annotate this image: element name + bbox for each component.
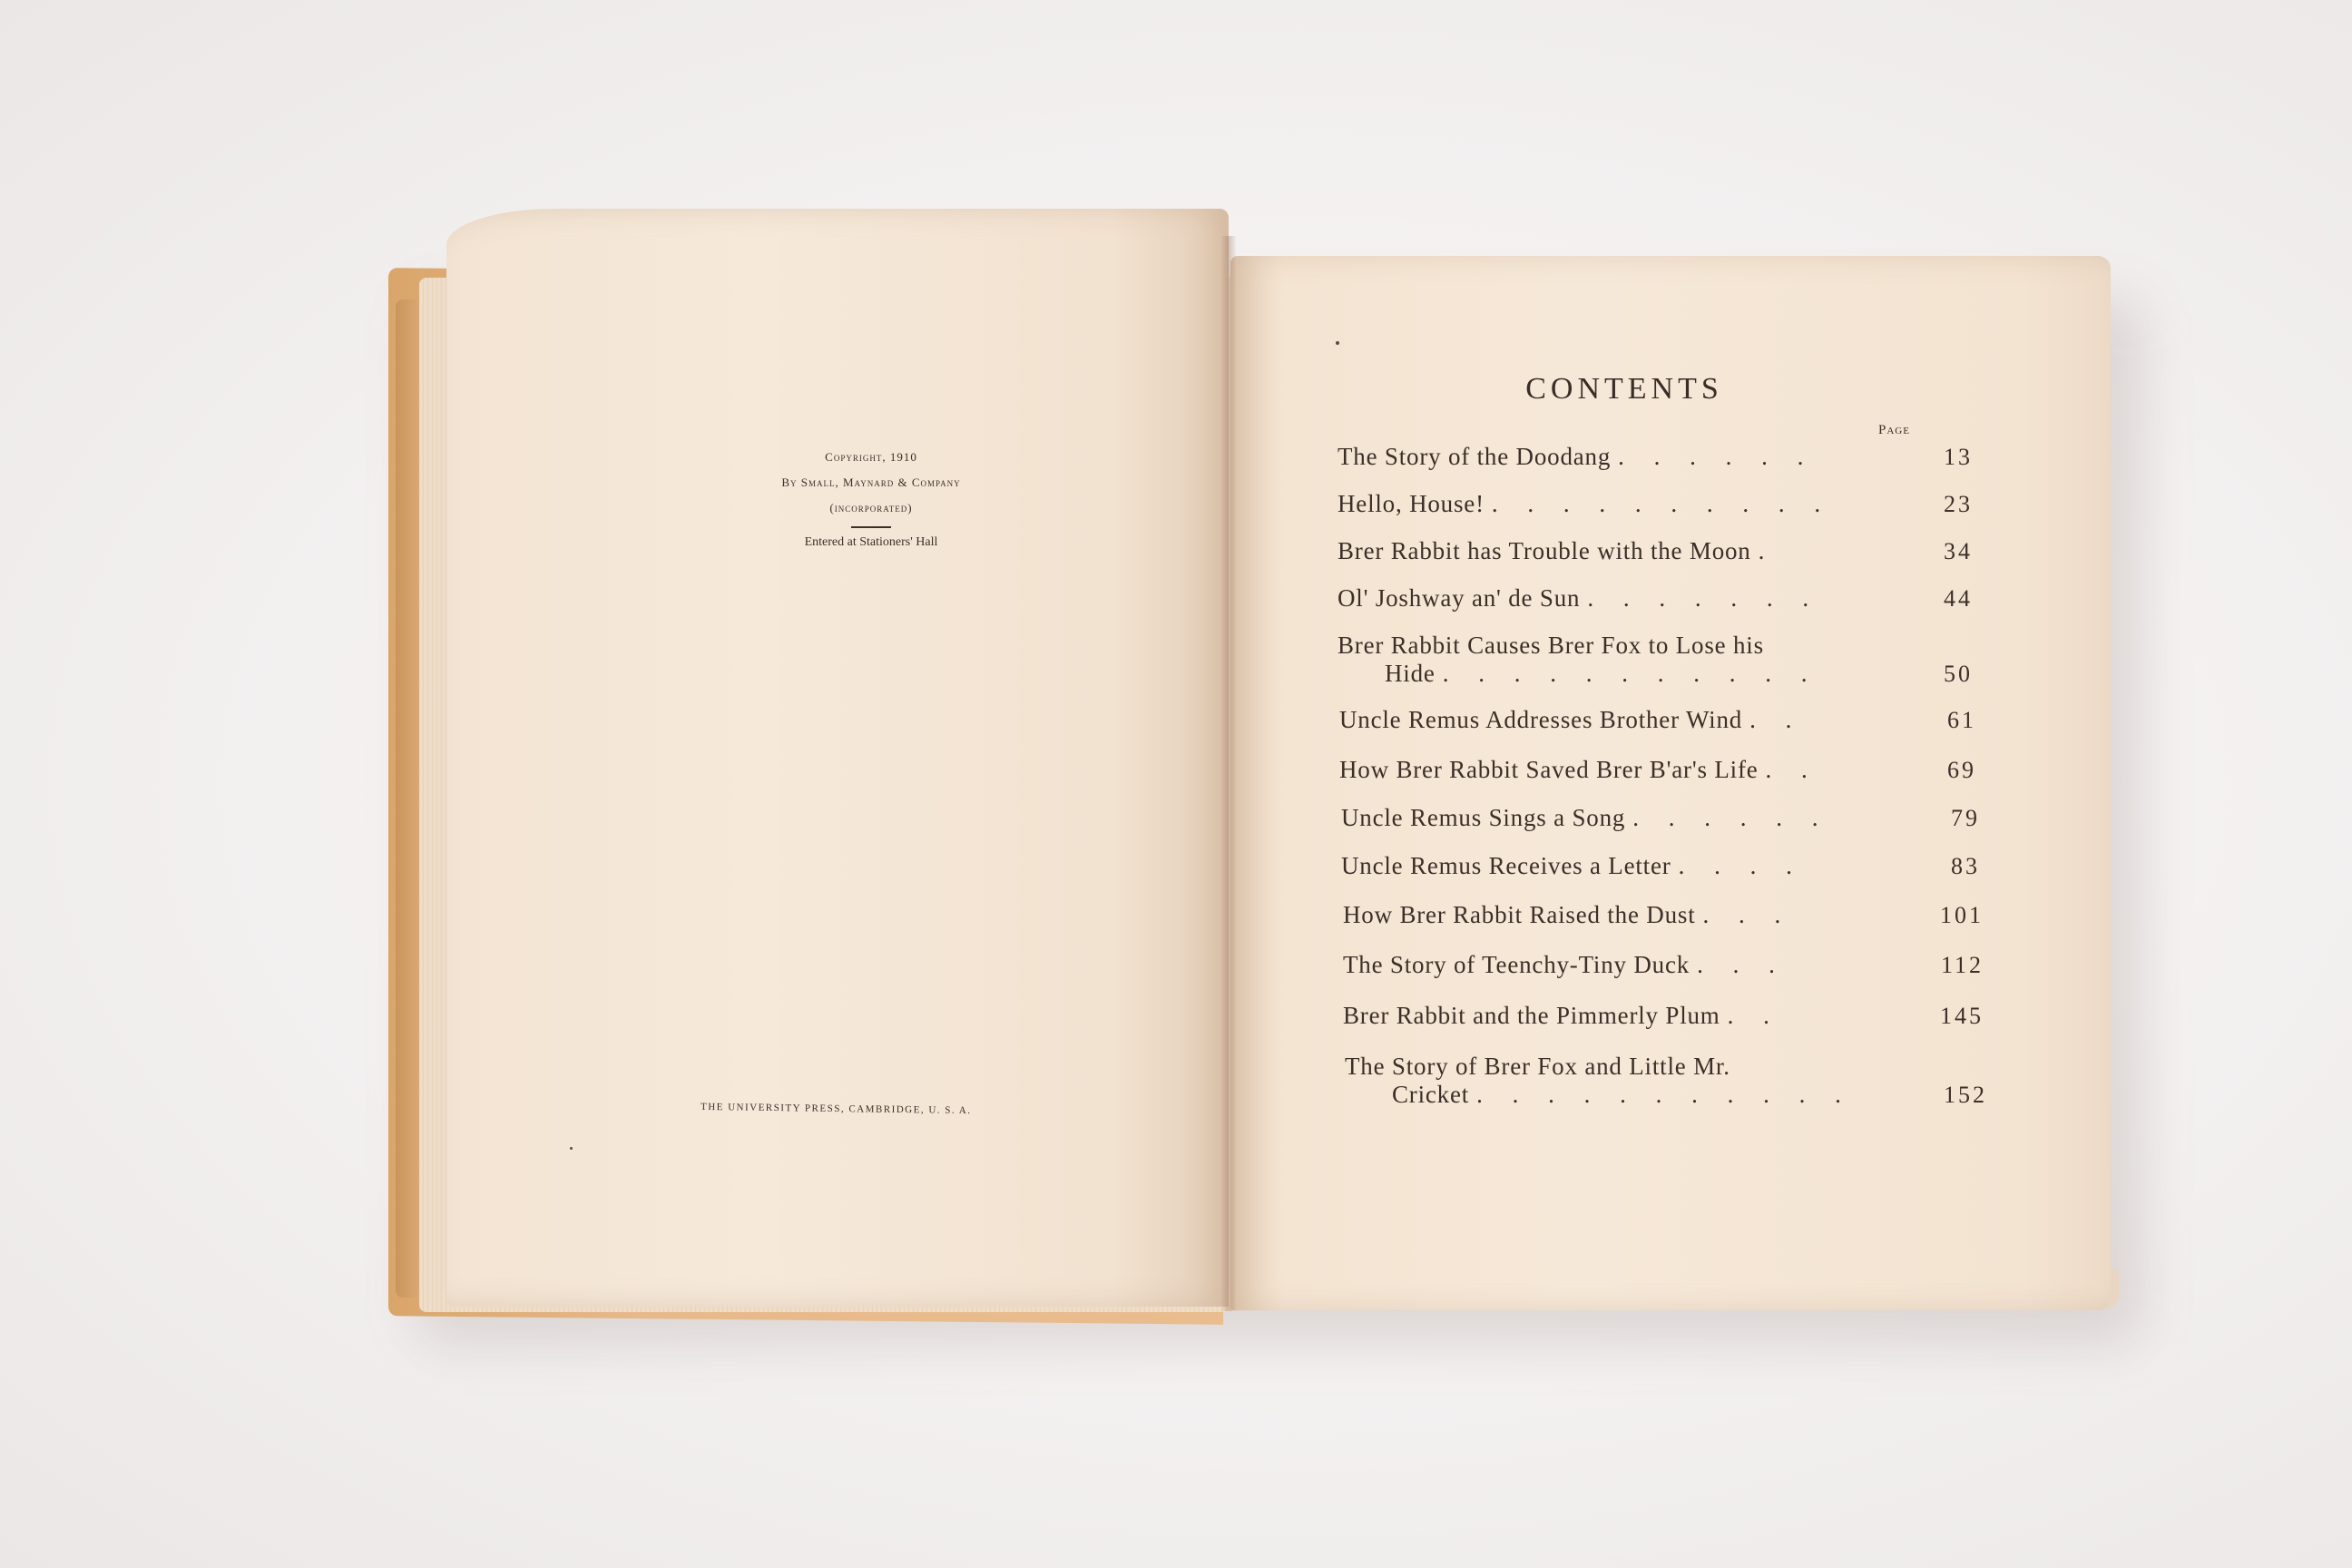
contents-entry-title: The Story of Brer Fox and Little Mr. [1345, 1053, 1730, 1080]
contents-entry-page: 145 [1940, 1003, 1984, 1029]
contents-entry-leader: . . [1727, 1002, 1781, 1029]
contents-entry-title: Brer Rabbit has Trouble with the Moon [1338, 537, 1751, 564]
incorporated-line: (incorporated) [829, 501, 913, 514]
contents-entry-leader: . . . [1702, 901, 1793, 928]
page-column-heading: Page [1878, 423, 1910, 437]
copyright-rule [851, 526, 891, 528]
contents-entry-leader: . . . . . . . . . . . [1442, 660, 1819, 687]
contents-entry-title: Brer Rabbit and the Pimmerly Plum [1343, 1002, 1720, 1029]
contents-entry [1345, 1053, 1987, 1109]
contents-entry-title: How Brer Rabbit Saved Brer B'ar's Life [1339, 756, 1759, 783]
contents-entry-page: 152 [1944, 1082, 1987, 1108]
contents-entry-continuation: Cricket [1392, 1081, 1470, 1108]
contents-entry-page: 61 [1947, 707, 1976, 733]
contents-entry-page: 83 [1951, 853, 1980, 879]
contents-entry [1338, 584, 1973, 612]
contents-entry-leader: . . . . . . [1618, 443, 1816, 470]
contents-entry [1338, 632, 1973, 688]
contents-entry-continuation: Hide [1385, 660, 1436, 687]
contents-entry-leader: . . . . . . [1632, 804, 1830, 831]
left-page [446, 209, 1229, 1307]
contents-entry-title: Hello, House! [1338, 490, 1485, 517]
contents-entry-title: The Story of Teenchy-Tiny Duck [1343, 951, 1690, 978]
publisher-line: By Small, Maynard & Company [781, 475, 961, 489]
contents-entry [1343, 951, 1984, 979]
contents-entry [1338, 490, 1973, 518]
contents-entry-page: 69 [1947, 757, 1976, 783]
contents-entry [1339, 756, 1976, 784]
contents-entry-leader: . . . . . . . . . . [1491, 490, 1833, 517]
copyright-block [744, 445, 998, 554]
paper-speck [570, 1147, 573, 1150]
contents-entry-page: 44 [1944, 585, 1973, 612]
contents-entry-leader: . . . . [1678, 852, 1804, 879]
contents-entry [1343, 901, 1984, 929]
contents-entry-title: Ol' Joshway an' de Sun [1338, 584, 1581, 612]
book-gutter [1221, 236, 1236, 1311]
contents-entry-leader: . . . [1697, 951, 1787, 978]
contents-entry-page: 50 [1944, 661, 1973, 687]
copyright-line: Copyright, 1910 [825, 450, 917, 464]
contents-entry [1341, 852, 1980, 880]
contents-entry [1338, 537, 1973, 565]
contents-entry-leader: . . . . . . . . . . . [1476, 1081, 1853, 1108]
contents-entry [1338, 443, 1973, 471]
press-line: THE UNIVERSITY PRESS, CAMBRIDGE, U. S. A. [700, 1101, 972, 1117]
contents-entry [1341, 804, 1980, 832]
contents-entry-title: The Story of the Doodang [1338, 443, 1612, 470]
contents-entry-title: Uncle Remus Receives a Letter [1341, 852, 1671, 879]
contents-title: CONTENTS [1525, 372, 1723, 406]
paper-speck [1336, 341, 1339, 345]
contents-entry-title: How Brer Rabbit Raised the Dust [1343, 901, 1696, 928]
contents-entry-page: 112 [1940, 952, 1984, 978]
entered-line: Entered at Stationers' Hall [804, 535, 938, 549]
contents-entry-page: 34 [1944, 538, 1973, 564]
contents-entry-leader: . . [1749, 706, 1804, 733]
contents-entry-leader: . [1758, 537, 1777, 564]
contents-entry-leader: . . [1765, 756, 1819, 783]
contents-entry-page: 13 [1944, 444, 1973, 470]
contents-entry-page: 23 [1944, 491, 1973, 517]
contents-entry [1343, 1002, 1984, 1030]
contents-entry [1339, 706, 1976, 734]
contents-entry-page: 79 [1951, 805, 1980, 831]
contents-entry-title: Uncle Remus Sings a Song [1341, 804, 1626, 831]
contents-entry-title: Brer Rabbit Causes Brer Fox to Lose his [1338, 632, 1764, 659]
contents-entry-page: 101 [1940, 902, 1984, 928]
contents-entry-title: Uncle Remus Addresses Brother Wind [1339, 706, 1743, 733]
contents-entry-leader: . . . . . . . [1587, 584, 1821, 612]
